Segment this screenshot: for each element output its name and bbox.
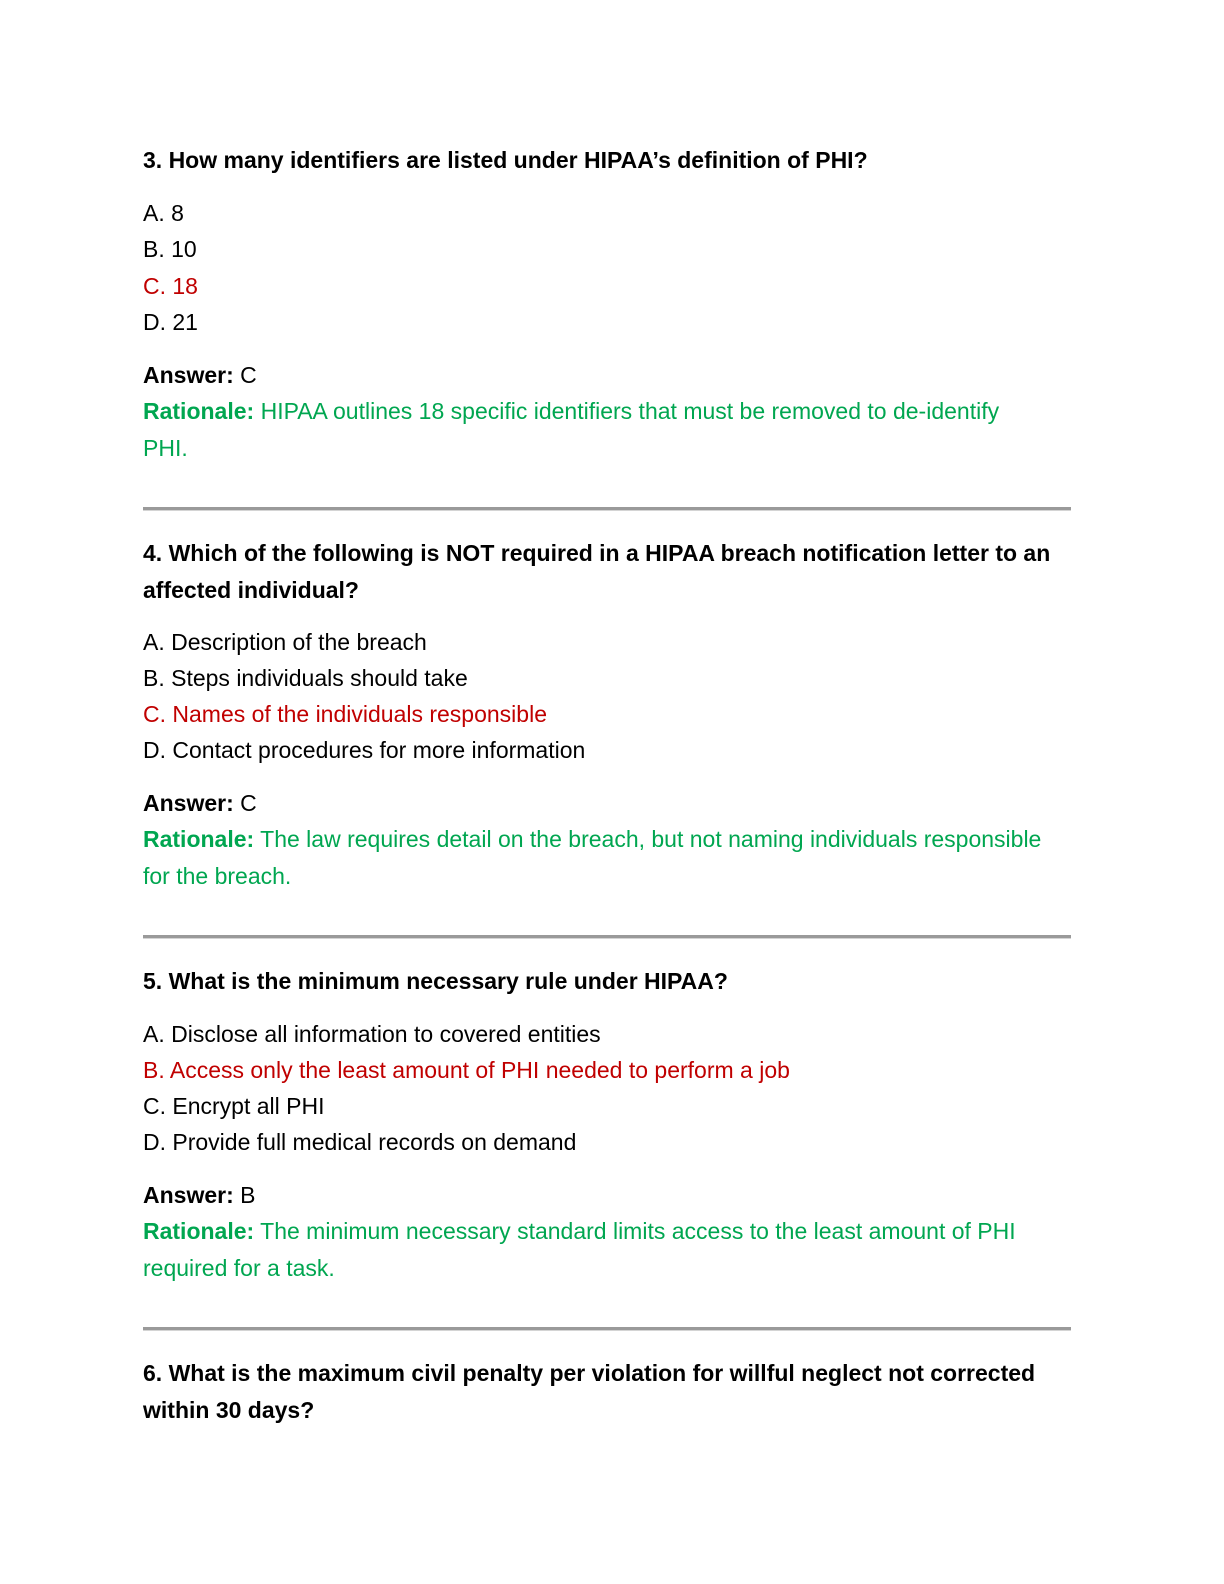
rationale-text: The minimum necessary standard limits access to the least amount of PHI required for a task.	[143, 1218, 1016, 1281]
q5-option-b-correct: B. Access only the least amount of PHI needed to perform a job	[143, 1057, 790, 1083]
rationale-label: Rationale:	[143, 1218, 255, 1244]
q4-option-d: D. Contact procedures for more information	[143, 737, 586, 763]
answer-value: B	[233, 1182, 256, 1208]
q3-option-a: A. 8	[143, 200, 184, 226]
section-divider	[143, 507, 1071, 511]
answer-label: Answer:	[143, 790, 234, 816]
answer-value: C	[233, 362, 257, 388]
rationale-text: HIPAA outlines 18 specific identifiers that must be removed to de-identify PHI.	[143, 398, 1000, 461]
q3-answer	[143, 357, 257, 393]
q4-option-c-correct: C. Names of the individuals responsible	[143, 701, 547, 727]
q3-rationale	[143, 393, 1043, 467]
rationale-label: Rationale:	[143, 826, 255, 852]
question-6-text: 6. What is the maximum civil penalty per violation for willful neglect not corrected within 30 days?	[143, 1360, 1036, 1423]
rationale-label: Rationale:	[143, 398, 255, 424]
q5-rationale	[143, 1213, 1043, 1287]
section-divider	[143, 1327, 1071, 1331]
q4-rationale	[143, 821, 1043, 895]
q4-option-b: B. Steps individuals should take	[143, 665, 468, 691]
question-3-text: 3. How many identifiers are listed under HIPAA’s definition of PHI?	[143, 147, 868, 173]
section-divider	[143, 935, 1071, 939]
answer-label: Answer:	[143, 1182, 234, 1208]
q3-option-b: B. 10	[143, 236, 197, 262]
q3-option-c-correct: C. 18	[143, 273, 198, 299]
q5-option-d: D. Provide full medical records on demand	[143, 1129, 577, 1155]
rationale-text: The law requires detail on the breach, but not naming individuals responsible for the breach.	[143, 826, 1042, 889]
answer-label: Answer:	[143, 362, 234, 388]
q5-option-a: A. Disclose all information to covered entities	[143, 1021, 601, 1047]
question-4-text: 4. Which of the following is NOT required in a HIPAA breach notification letter to an affected individual?	[143, 540, 1051, 603]
answer-value: C	[233, 790, 257, 816]
q4-answer	[143, 785, 257, 821]
q5-answer	[143, 1177, 255, 1213]
question-5-text: 5. What is the minimum necessary rule under HIPAA?	[143, 968, 728, 994]
q3-option-d: D. 21	[143, 309, 198, 335]
q5-option-c: C. Encrypt all PHI	[143, 1093, 325, 1119]
q4-option-a: A. Description of the breach	[143, 629, 427, 655]
